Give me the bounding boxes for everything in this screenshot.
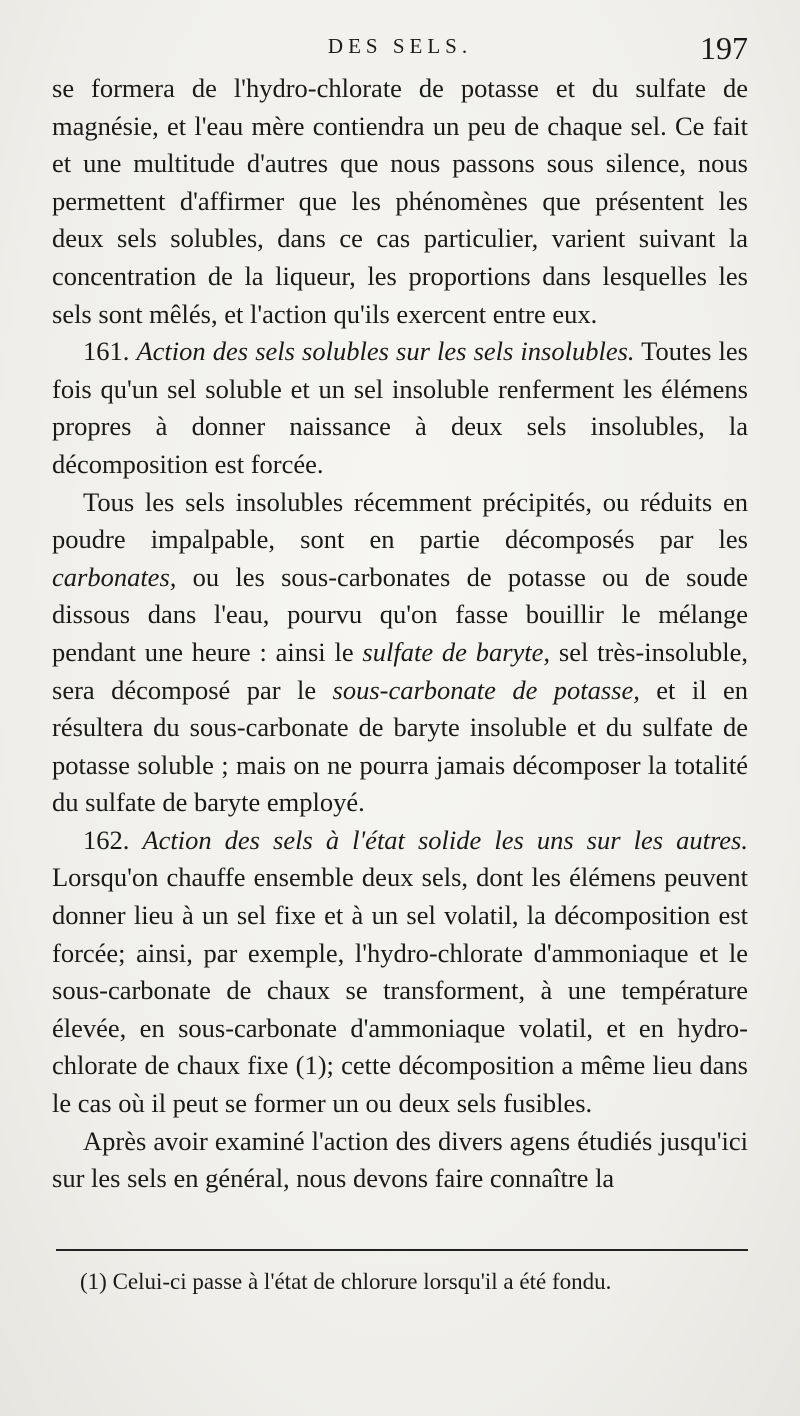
italic-term: sulfate de baryte,	[362, 636, 551, 667]
footnote: (1) Celui-ci passe à l'état de chlorure lorsqu'il a été fondu.	[80, 1269, 612, 1294]
running-title: DES SELS.	[327, 34, 473, 58]
section-title: Action des sels solubles sur les sels insolubles.	[136, 336, 635, 367]
text-run: Tous les sels insolubles récemment précipités, ou réduits en poudre impalpable, sont en partie décomposés par les	[52, 486, 748, 555]
page-number: 197	[700, 30, 748, 66]
section-number: 162.	[83, 824, 130, 855]
italic-term: sous-carbonate de potasse,	[332, 674, 640, 705]
paragraph: Après avoir examiné l'action des divers agens étudiés jusqu'ici sur les sels en général, nous devons faire connaître la	[52, 1125, 748, 1194]
paragraph	[52, 484, 748, 822]
text-run: et il en résultera du sous-carbonate de baryte insoluble et du sulfate de potasse soluble ; mais on ne pourra jamais décomposer la totalité du sulfate de baryte employé.	[52, 674, 748, 818]
section-title: Action des sels à l'état solide les uns sur les autres.	[142, 824, 748, 855]
section-text: Toutes les fois qu'un sel soluble et un sel insoluble renferment les élémens propres à donner naissance à deux sels insolubles, la décomposition est forcée.	[52, 336, 748, 479]
paragraph: se formera de l'hydro-chlorate de potasse et du sulfate de magnésie, et l'eau mère contiendra un peu de chaque sel. Ce fait et une multitude d'autres que nous passons sous silence, nous permettent d'affirmer que les phénomènes que présentent les deux sels solubles, dans ce cas particulier, varient suivant la concentration de la liqueur, les proportions dans lesquelles les sels sont mêlés, et l'action qu'ils exercent entre eux.	[52, 73, 748, 329]
text-run: sel très-insoluble, sera décomposé par le	[52, 636, 749, 705]
page-header	[52, 30, 748, 70]
section-number: 161.	[83, 336, 130, 367]
footnote-rule	[56, 1249, 748, 1251]
text-run: ou les sous-carbonates de potasse ou de soude dissous dans l'eau, pourvu qu'on fasse bouillir le mélange pendant une heure : ainsi le	[52, 561, 748, 667]
body-text	[52, 70, 748, 1198]
italic-term: carbonates,	[52, 561, 177, 592]
section-162	[52, 822, 748, 1123]
section-161	[52, 333, 748, 483]
section-text: Lorsqu'on chauffe ensemble deux sels, dont les élémens peuvent donner lieu à un sel fixe et à un sel volatil, la décomposition est forcée; ainsi, par exemple, l'hydro-chlorate d'ammoniaque et le sous-carbonate de chaux se transforment, à une température élevée, en sous-carbonate d'ammoniaque volatil, et en hydro-chlorate de chaux fixe (1); cette décomposition a même lieu dans le cas où il peut se former un ou deux sels fusibles.	[52, 862, 748, 1119]
